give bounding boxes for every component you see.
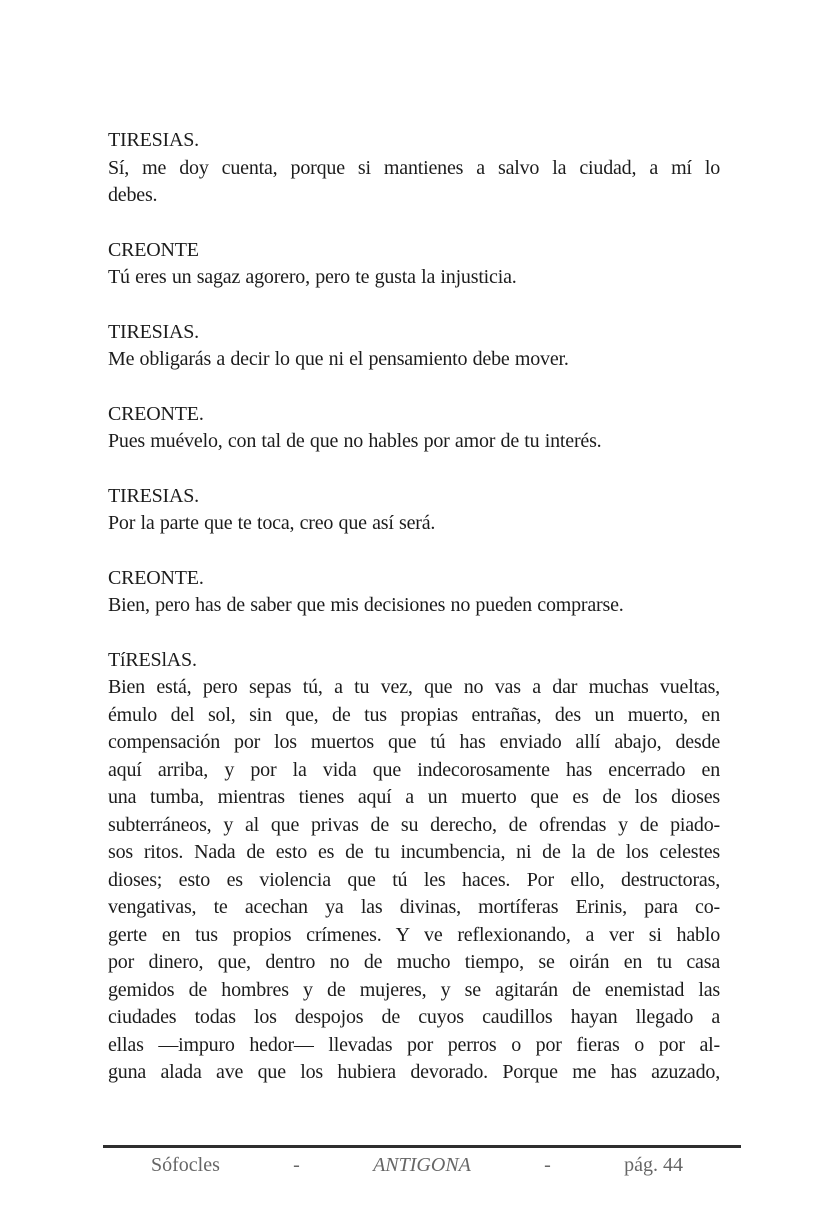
- footer-author: Sófocles: [151, 1154, 220, 1176]
- speech-lines: [108, 346, 720, 374]
- speech-line: Por la parte que te toca, creo que así será.: [108, 512, 436, 534]
- speech-line: Tú eres un sagaz agorero, pero te gusta la injusticia.: [108, 266, 517, 288]
- speech-line: Pues muévelo, con tal de que no hables por amor de tu interés.: [108, 430, 602, 452]
- speech-line: compensación por los muertos que tú has enviado allí abajo, desde: [108, 731, 720, 753]
- footer-row: [103, 1148, 741, 1178]
- speaker-heading: CREONTE: [108, 238, 199, 261]
- speech-line: debes.: [108, 184, 158, 206]
- speech-line: gemidos de hombres y de mujeres, y se agitarán de enemistad las: [108, 978, 720, 1001]
- speech-block: [108, 319, 720, 374]
- speech-lines: [108, 592, 720, 620]
- speech-line: dioses; esto es violencia que tú les haces. Por ello, destructoras,: [108, 868, 720, 891]
- speech-lines: [108, 510, 720, 538]
- speaker-heading: TIRESIAS.: [108, 129, 199, 151]
- speech-block: [108, 127, 720, 210]
- speech-line: sos ritos. Nada de esto es de tu incumbencia, ni de la de los celestes: [108, 841, 720, 863]
- speech-line: Me obligarás a decir lo que ni el pensamiento debe mover.: [108, 348, 569, 370]
- dialogue-text-block: [108, 127, 720, 1087]
- speech-lines: [108, 674, 720, 1087]
- speech-line: vengativas, te acechan ya las divinas, mortíferas Erinis, para co-: [108, 896, 720, 918]
- page-footer: [103, 1145, 741, 1178]
- speech-block: [108, 647, 720, 1087]
- footer-separator-1: -: [293, 1154, 300, 1176]
- speech-line: gerte en tus propios crímenes. Y ve reflexionando, a ver si hablo: [108, 923, 720, 946]
- speech-line: émulo del sol, sin que, de tus propias entrañas, des un muerto, en: [108, 703, 720, 726]
- speech-line: una tumba, mientras tienes aquí a un muerto que es de los dioses: [108, 786, 720, 808]
- speech-block: [108, 565, 720, 620]
- speech-lines: [108, 264, 720, 292]
- footer-page-number: pág. 44: [624, 1154, 683, 1176]
- speaker-heading: TíRESlAS.: [108, 648, 197, 671]
- footer-work-title: ANTIGONA: [373, 1154, 471, 1176]
- speaker-heading: TIRESIAS.: [108, 320, 199, 343]
- speech-line: ciudades todas los despojos de cuyos caudillos hayan llegado a: [108, 1006, 720, 1028]
- speech-lines: [108, 155, 720, 210]
- speech-block: [108, 237, 720, 292]
- speech-block: [108, 401, 720, 456]
- speaker-heading: CREONTE.: [108, 566, 204, 589]
- speech-lines: [108, 428, 720, 456]
- speech-line: por dinero, que, dentro no de mucho tiempo, se oirán en tu casa: [108, 951, 720, 973]
- footer-separator-2: -: [544, 1154, 551, 1176]
- speech-line: Bien, pero has de saber que mis decisiones no pueden comprarse.: [108, 594, 624, 616]
- speech-line: guna alada ave que los hubiera devorado. Porque me has azuzado,: [108, 1061, 720, 1083]
- speech-line: Bien está, pero sepas tú, a tu vez, que no vas a dar muchas vueltas,: [108, 676, 720, 698]
- speech-line: ellas —impuro hedor— llevadas por perros o por fieras o por al-: [108, 1033, 720, 1056]
- speech-block: [108, 483, 720, 538]
- speech-line: Sí, me doy cuenta, porque si mantienes a salvo la ciudad, a mí lo: [108, 156, 720, 179]
- speech-line: aquí arriba, y por la vida que indecorosamente has encerrado en: [108, 758, 720, 781]
- speech-line: subterráneos, y al que privas de su derecho, de ofrendas y de piado-: [108, 813, 720, 836]
- speaker-heading: TIRESIAS.: [108, 484, 199, 507]
- speaker-heading: CREONTE.: [108, 402, 204, 425]
